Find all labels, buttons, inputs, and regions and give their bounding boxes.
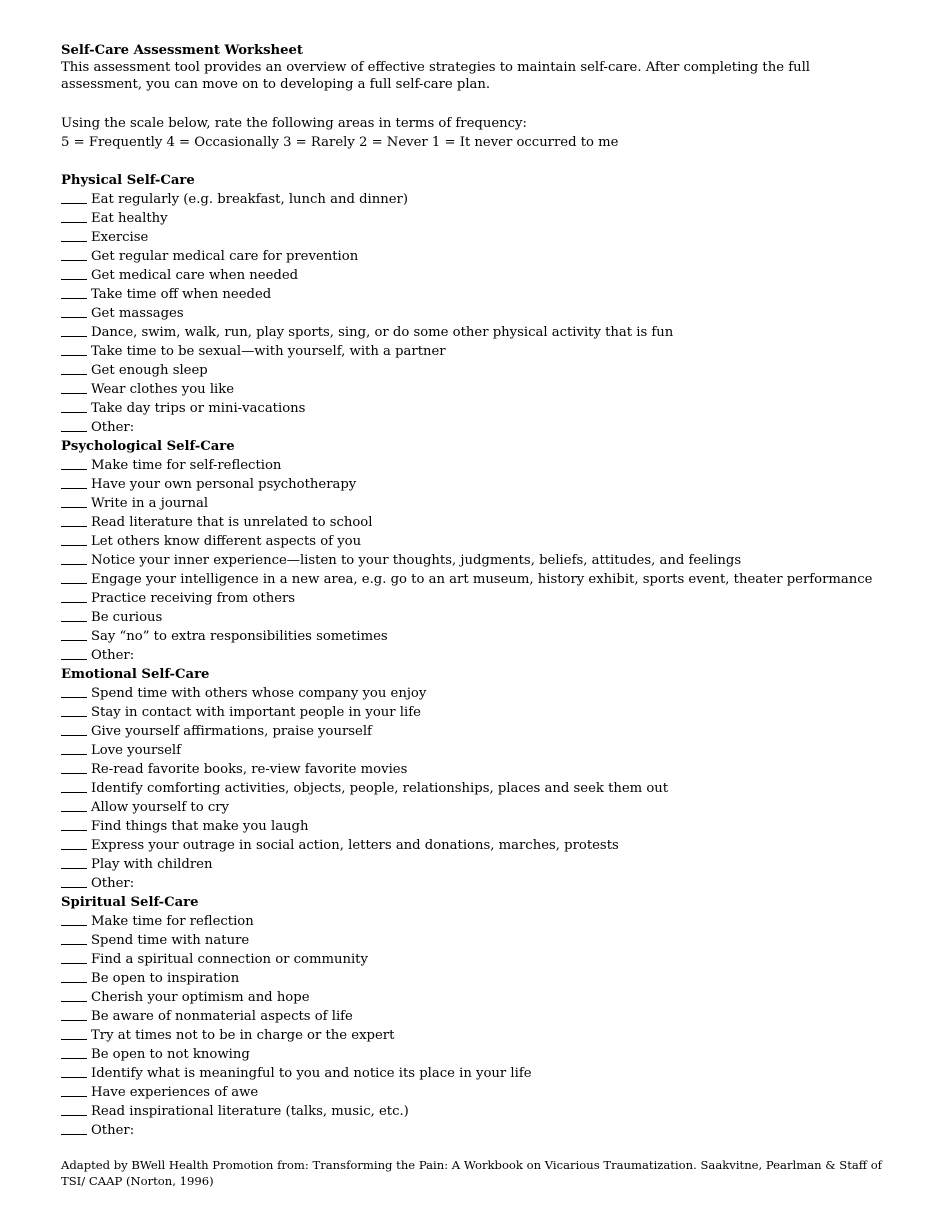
item-label: Read inspirational literature (talks, music, etc.) [91,1104,409,1119]
rating-blank[interactable] [61,1084,87,1097]
item-label: Find a spiritual connection or community [91,952,368,967]
item-label: Other: [91,876,135,891]
assessment-item [61,1045,891,1064]
assessment-item [61,1007,891,1026]
assessment-item [61,760,891,779]
assessment-item [61,342,891,361]
item-label: Exercise [91,230,149,245]
assessment-item [61,722,891,741]
rating-blank[interactable] [61,1103,87,1116]
assessment-item [61,798,891,817]
rating-blank[interactable] [61,476,87,489]
rating-blank[interactable] [61,647,87,660]
rating-blank[interactable] [61,723,87,736]
item-label: Wear clothes you like [91,382,235,397]
assessment-item [61,912,891,931]
rating-blank[interactable] [61,875,87,888]
item-label: Try at times not to be in charge or the expert [91,1028,395,1043]
item-label: Notice your inner experience—listen to your thoughts, judgments, beliefs, attitudes, and feelings [91,553,742,568]
assessment-item [61,399,891,418]
item-label: Read literature that is unrelated to school [91,515,373,530]
rating-blank[interactable] [61,951,87,964]
rating-blank[interactable] [61,514,87,527]
rating-blank[interactable] [61,571,87,584]
assessment-item [61,247,891,266]
assessment-item [61,323,891,342]
assessment-item [61,589,891,608]
rating-blank[interactable] [61,343,87,356]
assessment-item [61,532,891,551]
item-label: Engage your intelligence in a new area, e.g. go to an art museum, history exhibit, sports event, theater performance [91,572,873,587]
item-label: Spend time with others whose company you enjoy [91,686,427,701]
rating-blank[interactable] [61,400,87,413]
item-label: Make time for reflection [91,914,254,929]
item-label: Other: [91,1123,135,1138]
item-label: Eat healthy [91,211,168,226]
assessment-item [61,456,891,475]
item-label: Take day trips or mini-vacations [91,401,306,416]
assessment-item [61,1064,891,1083]
rating-scale: 5 = Frequently 4 = Occasionally 3 = Rarely 2 = Never 1 = It never occurred to me [61,135,619,150]
rating-blank[interactable] [61,913,87,926]
section-title: Psychological Self-Care [61,439,235,454]
item-label: Get medical care when needed [91,268,299,283]
assessment-item [61,209,891,228]
assessment-item [61,1083,891,1102]
rating-blank[interactable] [61,305,87,318]
rating-blank[interactable] [61,856,87,869]
assessment-item [61,608,891,627]
item-label: Let others know different aspects of you [91,534,362,549]
assessment-item [61,266,891,285]
rating-blank[interactable] [61,229,87,242]
rating-blank[interactable] [61,1046,87,1059]
rating-blank[interactable] [61,362,87,375]
item-label: Be curious [91,610,163,625]
item-label: Find things that make you laugh [91,819,309,834]
rating-blank[interactable] [61,590,87,603]
assessment-item [61,874,891,893]
section-title: Physical Self-Care [61,173,195,188]
item-label: Dance, swim, walk, run, play sports, sing, or do some other physical activity that is fun [91,325,674,340]
assessment-item [61,228,891,247]
scale-instruction: Using the scale below, rate the following areas in terms of frequency: [61,116,527,131]
rating-blank[interactable] [61,989,87,1002]
rating-blank[interactable] [61,248,87,261]
assessment-item [61,570,891,589]
item-label: Be aware of nonmaterial aspects of life [91,1009,353,1024]
item-label: Get regular medical care for prevention [91,249,359,264]
assessment-item [61,190,891,209]
rating-blank[interactable] [61,267,87,280]
assessment-item [61,627,891,646]
item-label: Allow yourself to cry [91,800,229,815]
assessment-item [61,285,891,304]
assessment-item [61,475,891,494]
rating-blank[interactable] [61,780,87,793]
item-label: Other: [91,420,135,435]
item-label: Practice receiving from others [91,591,296,606]
item-label: Take time off when needed [91,287,272,302]
section-title: Spiritual Self-Care [61,895,199,910]
footer-citation: Adapted by BWell Health Promotion from: Transforming the Pain: A Workbook on Vicarious Traumatization. Saakvitne, Pearlman & Staff of TSI/ CAAP (Norton, 1996) [61,1158,882,1188]
item-label: Express your outrage in social action, letters and donations, marches, protests [91,838,619,853]
rating-blank[interactable] [61,457,87,470]
rating-blank[interactable] [61,837,87,850]
assessment-item [61,513,891,532]
rating-blank[interactable] [61,286,87,299]
assessment-item [61,646,891,665]
assessment-item [61,418,891,437]
rating-blank[interactable] [61,761,87,774]
item-label: Stay in contact with important people in your life [91,705,421,720]
item-label: Write in a journal [91,496,209,511]
rating-blank[interactable] [61,552,87,565]
rating-blank[interactable] [61,685,87,698]
item-label: Eat regularly (e.g. breakfast, lunch and dinner) [91,192,408,207]
rating-blank[interactable] [61,609,87,622]
item-label: Spend time with nature [91,933,250,948]
intro-paragraph: This assessment tool provides an overview of effective strategies to maintain self-care. After completing the full assessment, you can move on to developing a full self-care plan. [61,60,811,92]
item-label: Other: [91,648,135,663]
assessment-item [61,969,891,988]
item-label: Play with children [91,857,213,872]
assessment-item [61,703,891,722]
rating-blank[interactable] [61,742,87,755]
item-label: Have experiences of awe [91,1085,259,1100]
rating-blank[interactable] [61,419,87,432]
item-label: Identify comforting activities, objects, people, relationships, places and seek them out [91,781,669,796]
rating-blank[interactable] [61,381,87,394]
rating-blank[interactable] [61,1065,87,1078]
rating-blank[interactable] [61,1008,87,1021]
assessment-item [61,1102,891,1121]
assessment-item [61,988,891,1007]
item-label: Be open to not knowing [91,1047,250,1062]
rating-blank[interactable] [61,818,87,831]
item-label: Give yourself affirmations, praise yourself [91,724,372,739]
item-label: Identify what is meaningful to you and notice its place in your life [91,1066,532,1081]
assessment-item [61,361,891,380]
item-label: Have your own personal psychotherapy [91,477,357,492]
rating-blank[interactable] [61,191,87,204]
rating-blank[interactable] [61,628,87,641]
assessment-item [61,817,891,836]
section-title: Emotional Self-Care [61,667,210,682]
rating-blank[interactable] [61,1122,87,1135]
item-label: Cherish your optimism and hope [91,990,310,1005]
rating-blank[interactable] [61,1027,87,1040]
assessment-item [61,304,891,323]
assessment-item [61,836,891,855]
assessment-item [61,1026,891,1045]
assessment-item [61,779,891,798]
assessment-item [61,931,891,950]
item-label: Take time to be sexual—with yourself, with a partner [91,344,446,359]
item-label: Love yourself [91,743,182,758]
rating-blank[interactable] [61,210,87,223]
rating-blank[interactable] [61,704,87,717]
assessment-item [61,380,891,399]
rating-blank[interactable] [61,533,87,546]
item-label: Make time for self-reflection [91,458,282,473]
assessment-item [61,551,891,570]
worksheet-title: Self-Care Assessment Worksheet [61,43,304,58]
sections-container [61,171,891,1140]
rating-blank[interactable] [61,495,87,508]
worksheet [61,41,891,1140]
rating-blank[interactable] [61,799,87,812]
item-label: Get enough sleep [91,363,208,378]
assessment-item [61,855,891,874]
assessment-item [61,494,891,513]
assessment-item [61,741,891,760]
item-label: Say “no” to extra responsibilities sometimes [91,629,388,644]
rating-blank[interactable] [61,970,87,983]
item-label: Get massages [91,306,184,321]
assessment-item [61,950,891,969]
assessment-item [61,684,891,703]
rating-blank[interactable] [61,324,87,337]
assessment-item [61,1121,891,1140]
item-label: Be open to inspiration [91,971,240,986]
rating-blank[interactable] [61,932,87,945]
item-label: Re-read favorite books, re-view favorite movies [91,762,408,777]
